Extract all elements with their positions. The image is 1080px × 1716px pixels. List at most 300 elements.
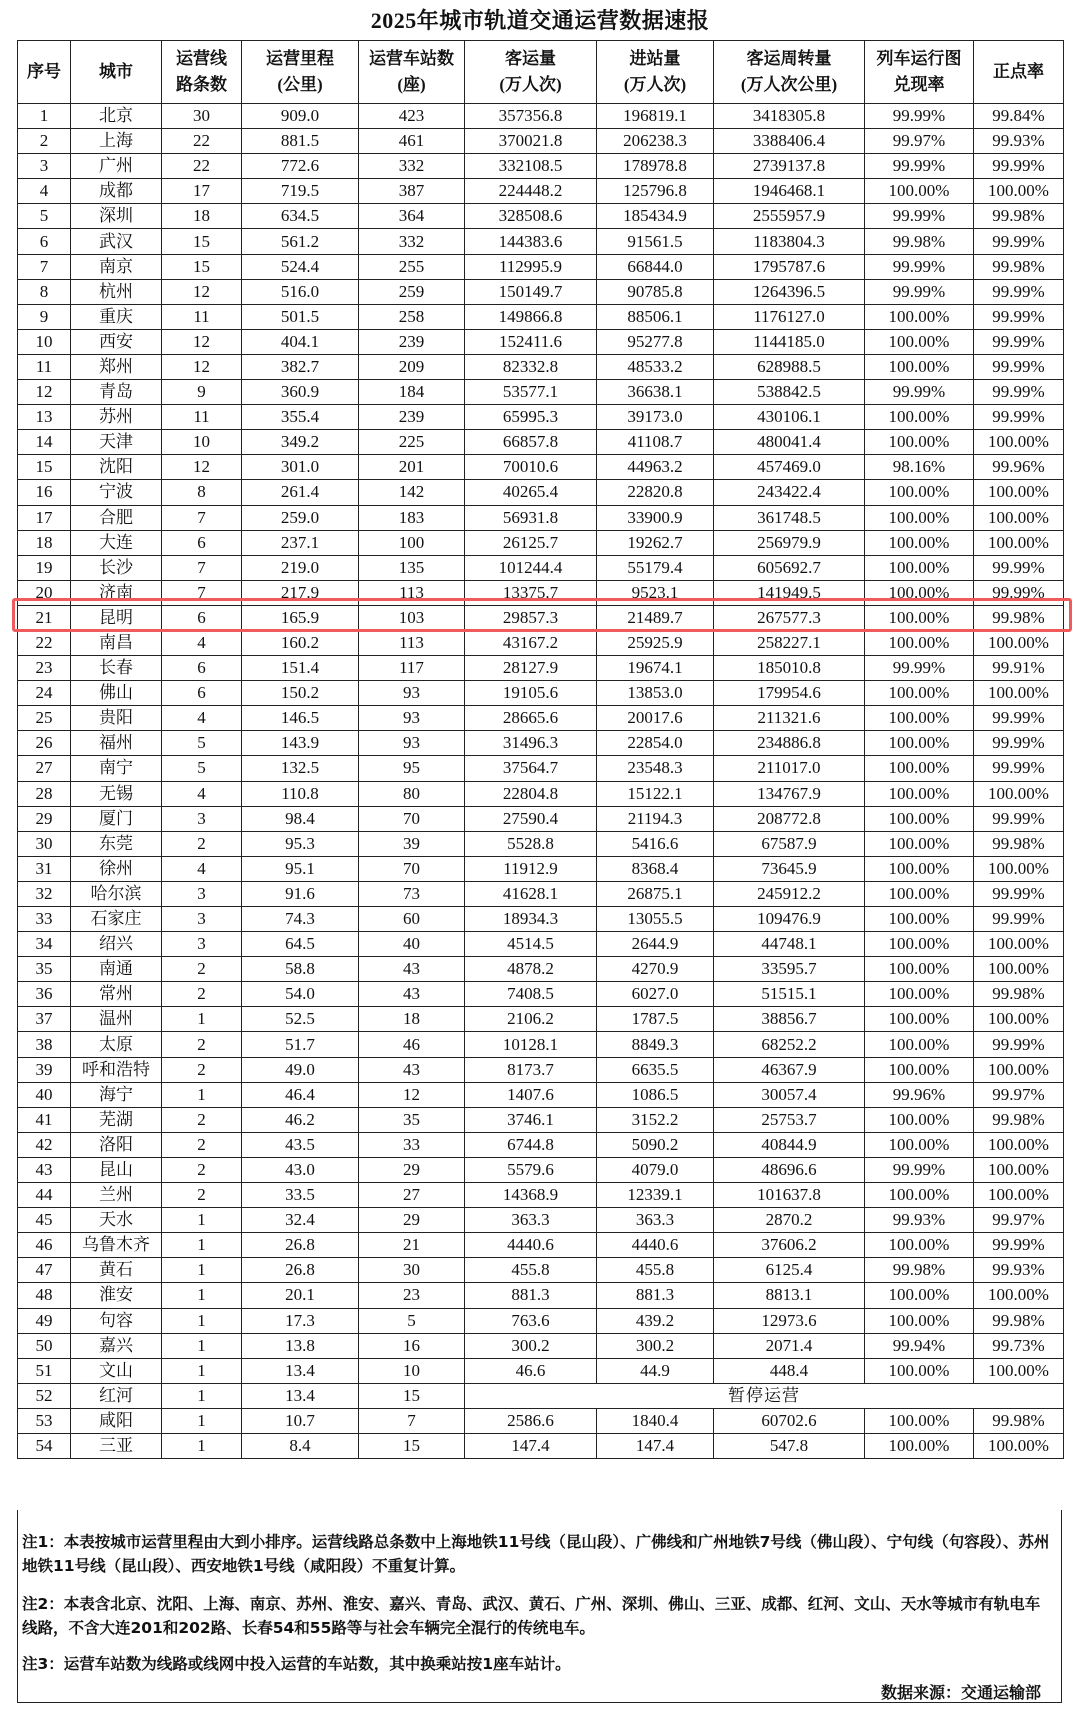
column-header bbox=[597, 41, 714, 104]
table-cell: 99.97% bbox=[974, 1082, 1064, 1107]
table-cell: 183 bbox=[359, 505, 465, 530]
table-cell: 100 bbox=[359, 530, 465, 555]
table-cell: 332 bbox=[359, 229, 465, 254]
table-cell: 17 bbox=[18, 505, 71, 530]
table-cell: 100.00% bbox=[974, 480, 1064, 505]
city-cell: 石家庄 bbox=[71, 907, 162, 932]
table-cell: 99.97% bbox=[974, 1208, 1064, 1233]
table-cell: 772.6 bbox=[242, 154, 359, 179]
table-cell: 4514.5 bbox=[465, 932, 597, 957]
table-cell: 1 bbox=[162, 1082, 242, 1107]
table-cell: 100.00% bbox=[865, 430, 974, 455]
table-cell: 22 bbox=[18, 630, 71, 655]
notes-box bbox=[17, 1510, 1062, 1703]
table-cell: 151.4 bbox=[242, 656, 359, 681]
table-cell: 185010.8 bbox=[714, 656, 865, 681]
table-cell: 99.99% bbox=[974, 380, 1064, 405]
table-cell: 37606.2 bbox=[714, 1233, 865, 1258]
table-row bbox=[18, 405, 1064, 430]
table-cell: 11 bbox=[18, 354, 71, 379]
table-cell: 1 bbox=[162, 1308, 242, 1333]
table-cell: 35 bbox=[359, 1107, 465, 1132]
table-cell: 21 bbox=[18, 605, 71, 630]
table-cell: 5 bbox=[162, 731, 242, 756]
table-cell: 28665.6 bbox=[465, 706, 597, 731]
table-cell: 5416.6 bbox=[597, 831, 714, 856]
table-cell: 1144185.0 bbox=[714, 329, 865, 354]
table-cell: 125796.8 bbox=[597, 179, 714, 204]
table-cell: 51.7 bbox=[242, 1032, 359, 1057]
table-cell: 43167.2 bbox=[465, 630, 597, 655]
table-cell: 178978.8 bbox=[597, 154, 714, 179]
table-cell: 38856.7 bbox=[714, 1007, 865, 1032]
table-cell: 30057.4 bbox=[714, 1082, 865, 1107]
table-cell: 628988.5 bbox=[714, 354, 865, 379]
city-cell: 广州 bbox=[71, 154, 162, 179]
table-cell: 99.93% bbox=[974, 1258, 1064, 1283]
table-cell: 55179.4 bbox=[597, 555, 714, 580]
table-cell: 3388406.4 bbox=[714, 129, 865, 154]
column-header-line: (座) bbox=[397, 75, 426, 94]
table-cell: 43 bbox=[18, 1157, 71, 1182]
table-cell: 99.99% bbox=[865, 254, 974, 279]
table-cell: 2 bbox=[162, 1107, 242, 1132]
table-cell: 100.00% bbox=[865, 480, 974, 505]
table-cell: 48 bbox=[18, 1283, 71, 1308]
table-cell: 100.00% bbox=[865, 1057, 974, 1082]
table-cell: 99.98% bbox=[865, 1258, 974, 1283]
city-cell: 成都 bbox=[71, 179, 162, 204]
table-row bbox=[18, 1183, 1064, 1208]
table-cell: 12 bbox=[162, 455, 242, 480]
table-cell: 4270.9 bbox=[597, 957, 714, 982]
table-cell: 18 bbox=[162, 204, 242, 229]
table-cell: 100.00% bbox=[974, 1132, 1064, 1157]
table-cell: 66844.0 bbox=[597, 254, 714, 279]
table-cell: 39 bbox=[18, 1057, 71, 1082]
table-cell: 1264396.5 bbox=[714, 279, 865, 304]
city-cell: 天津 bbox=[71, 430, 162, 455]
table-cell: 49 bbox=[18, 1308, 71, 1333]
city-cell: 常州 bbox=[71, 982, 162, 1007]
table-cell: 501.5 bbox=[242, 304, 359, 329]
table-cell: 95.1 bbox=[242, 856, 359, 881]
table-cell: 6 bbox=[18, 229, 71, 254]
table-cell: 44963.2 bbox=[597, 455, 714, 480]
table-cell: 100.00% bbox=[865, 580, 974, 605]
table-cell: 364 bbox=[359, 204, 465, 229]
table-cell: 211017.0 bbox=[714, 756, 865, 781]
table-cell: 20.1 bbox=[242, 1283, 359, 1308]
table-cell: 6 bbox=[162, 656, 242, 681]
table-cell: 99.99% bbox=[974, 279, 1064, 304]
table-cell: 2 bbox=[18, 129, 71, 154]
table-cell: 1 bbox=[162, 1233, 242, 1258]
table-cell: 100.00% bbox=[865, 1408, 974, 1433]
table-cell: 8 bbox=[18, 279, 71, 304]
table-cell: 100.00% bbox=[865, 856, 974, 881]
table-cell: 29 bbox=[359, 1157, 465, 1182]
table-cell: 11 bbox=[162, 304, 242, 329]
table-cell: 147.4 bbox=[597, 1433, 714, 1458]
table-cell: 6027.0 bbox=[597, 982, 714, 1007]
table-cell: 15 bbox=[18, 455, 71, 480]
table-cell: 26.8 bbox=[242, 1233, 359, 1258]
table-cell: 53577.1 bbox=[465, 380, 597, 405]
table-cell: 20 bbox=[18, 580, 71, 605]
table-cell: 1407.6 bbox=[465, 1082, 597, 1107]
city-cell: 温州 bbox=[71, 1007, 162, 1032]
table-cell: 237.1 bbox=[242, 530, 359, 555]
table-cell: 99.98% bbox=[974, 1308, 1064, 1333]
column-header-line: (万人次) bbox=[623, 75, 687, 94]
table-cell: 23 bbox=[359, 1283, 465, 1308]
table-cell: 5528.8 bbox=[465, 831, 597, 856]
table-cell: 44 bbox=[18, 1183, 71, 1208]
table-cell: 8 bbox=[162, 480, 242, 505]
table-cell: 32 bbox=[18, 881, 71, 906]
table-cell: 196819.1 bbox=[597, 104, 714, 129]
table-cell: 455.8 bbox=[465, 1258, 597, 1283]
table-cell: 99.91% bbox=[974, 656, 1064, 681]
table-row bbox=[18, 354, 1064, 379]
table-row bbox=[18, 1007, 1064, 1032]
city-cell: 宁波 bbox=[71, 480, 162, 505]
table-cell: 2 bbox=[162, 957, 242, 982]
table-cell: 19262.7 bbox=[597, 530, 714, 555]
table-cell: 225 bbox=[359, 430, 465, 455]
table-cell: 48696.6 bbox=[714, 1157, 865, 1182]
table-cell: 90785.8 bbox=[597, 279, 714, 304]
table-cell: 516.0 bbox=[242, 279, 359, 304]
table-cell: 4878.2 bbox=[465, 957, 597, 982]
table-cell: 100.00% bbox=[865, 781, 974, 806]
table-cell: 3 bbox=[162, 907, 242, 932]
table-cell: 45 bbox=[18, 1208, 71, 1233]
table-cell: 99.99% bbox=[865, 104, 974, 129]
city-cell: 淮安 bbox=[71, 1283, 162, 1308]
city-cell: 青岛 bbox=[71, 380, 162, 405]
table-cell: 7 bbox=[18, 254, 71, 279]
table-cell: 1 bbox=[162, 1408, 242, 1433]
column-header-line: 正点率 bbox=[993, 62, 1044, 81]
table-cell: 234886.8 bbox=[714, 731, 865, 756]
table-cell: 881.3 bbox=[465, 1283, 597, 1308]
table-cell: 39 bbox=[359, 831, 465, 856]
table-cell: 404.1 bbox=[242, 329, 359, 354]
table-cell: 31 bbox=[18, 856, 71, 881]
table-row bbox=[18, 831, 1064, 856]
table-cell: 26125.7 bbox=[465, 530, 597, 555]
table-cell: 88506.1 bbox=[597, 304, 714, 329]
table-cell: 99.99% bbox=[865, 380, 974, 405]
table-row bbox=[18, 530, 1064, 555]
table-cell: 1946468.1 bbox=[714, 179, 865, 204]
table-cell: 40265.4 bbox=[465, 480, 597, 505]
table-cell: 99.99% bbox=[974, 229, 1064, 254]
table-cell: 30 bbox=[18, 831, 71, 856]
table-cell: 5 bbox=[18, 204, 71, 229]
city-cell: 黄石 bbox=[71, 1258, 162, 1283]
table-cell: 6 bbox=[162, 530, 242, 555]
table-cell: 179954.6 bbox=[714, 681, 865, 706]
table-cell: 99.84% bbox=[974, 104, 1064, 129]
table-cell: 382.7 bbox=[242, 354, 359, 379]
table-cell: 1 bbox=[162, 1433, 242, 1458]
table-cell: 100.00% bbox=[865, 354, 974, 379]
city-cell: 洛阳 bbox=[71, 1132, 162, 1157]
city-cell: 乌鲁木齐 bbox=[71, 1233, 162, 1258]
table-cell: 100.00% bbox=[865, 881, 974, 906]
table-row bbox=[18, 1208, 1064, 1233]
table-cell: 100.00% bbox=[865, 1358, 974, 1383]
table-cell: 113 bbox=[359, 630, 465, 655]
table-row bbox=[18, 380, 1064, 405]
table-cell: 10.7 bbox=[242, 1408, 359, 1433]
table-cell: 1086.5 bbox=[597, 1082, 714, 1107]
table-cell: 99.97% bbox=[865, 129, 974, 154]
table-cell: 16 bbox=[359, 1333, 465, 1358]
table-cell: 25925.9 bbox=[597, 630, 714, 655]
table-cell: 224448.2 bbox=[465, 179, 597, 204]
table-cell: 37564.7 bbox=[465, 756, 597, 781]
table-cell: 99.93% bbox=[974, 129, 1064, 154]
table-cell: 112995.9 bbox=[465, 254, 597, 279]
table-cell: 23 bbox=[18, 656, 71, 681]
table-cell: 66857.8 bbox=[465, 430, 597, 455]
table-cell: 430106.1 bbox=[714, 405, 865, 430]
table-cell: 2 bbox=[162, 1057, 242, 1082]
table-cell: 634.5 bbox=[242, 204, 359, 229]
column-header-line: 运营车站数 bbox=[369, 49, 454, 68]
table-cell: 100.00% bbox=[865, 1007, 974, 1032]
table-cell: 99.99% bbox=[974, 1233, 1064, 1258]
table-cell: 32.4 bbox=[242, 1208, 359, 1233]
table-cell: 10 bbox=[162, 430, 242, 455]
table-cell: 98.4 bbox=[242, 806, 359, 831]
city-cell: 红河 bbox=[71, 1383, 162, 1408]
table-cell: 73645.9 bbox=[714, 856, 865, 881]
table-cell: 4 bbox=[18, 179, 71, 204]
table-cell: 7 bbox=[162, 505, 242, 530]
table-cell: 141949.5 bbox=[714, 580, 865, 605]
table-cell: 54 bbox=[18, 1433, 71, 1458]
table-cell: 258227.1 bbox=[714, 630, 865, 655]
table-cell: 100.00% bbox=[865, 1132, 974, 1157]
table-cell: 100.00% bbox=[974, 530, 1064, 555]
table-cell: 5579.6 bbox=[465, 1157, 597, 1182]
table-cell: 41 bbox=[18, 1107, 71, 1132]
table-cell: 4440.6 bbox=[465, 1233, 597, 1258]
city-cell: 郑州 bbox=[71, 354, 162, 379]
table-cell: 99.98% bbox=[974, 204, 1064, 229]
table-cell: 13375.7 bbox=[465, 580, 597, 605]
city-cell: 徐州 bbox=[71, 856, 162, 881]
table-cell: 149866.8 bbox=[465, 304, 597, 329]
table-row bbox=[18, 756, 1064, 781]
table-cell: 763.6 bbox=[465, 1308, 597, 1333]
table-cell: 25 bbox=[18, 706, 71, 731]
table-cell: 28127.9 bbox=[465, 656, 597, 681]
table-cell: 261.4 bbox=[242, 480, 359, 505]
table-cell: 11 bbox=[162, 405, 242, 430]
table-cell: 6 bbox=[162, 681, 242, 706]
table-cell: 51515.1 bbox=[714, 982, 865, 1007]
table-cell: 27 bbox=[18, 756, 71, 781]
table-cell: 14 bbox=[18, 430, 71, 455]
table-row bbox=[18, 329, 1064, 354]
table-cell: 357356.8 bbox=[465, 104, 597, 129]
table-cell: 267577.3 bbox=[714, 605, 865, 630]
table-row bbox=[18, 1283, 1064, 1308]
city-cell: 苏州 bbox=[71, 405, 162, 430]
table-cell: 99.99% bbox=[974, 405, 1064, 430]
table-cell: 12973.6 bbox=[714, 1308, 865, 1333]
table-cell: 99.99% bbox=[974, 907, 1064, 932]
table-cell: 100.00% bbox=[865, 304, 974, 329]
table-cell: 5 bbox=[162, 756, 242, 781]
table-cell: 1 bbox=[162, 1258, 242, 1283]
table-cell: 46.4 bbox=[242, 1082, 359, 1107]
table-row bbox=[18, 656, 1064, 681]
table-cell: 355.4 bbox=[242, 405, 359, 430]
table-cell: 29 bbox=[359, 1208, 465, 1233]
table-cell: 146.5 bbox=[242, 706, 359, 731]
table-row bbox=[18, 881, 1064, 906]
city-cell: 三亚 bbox=[71, 1433, 162, 1458]
metro-data-table bbox=[17, 40, 1064, 1459]
table-cell: 10128.1 bbox=[465, 1032, 597, 1057]
table-cell: 26 bbox=[18, 731, 71, 756]
table-cell: 21194.3 bbox=[597, 806, 714, 831]
table-row bbox=[18, 254, 1064, 279]
table-cell: 40 bbox=[18, 1082, 71, 1107]
table-cell: 243422.4 bbox=[714, 480, 865, 505]
table-cell: 99.99% bbox=[974, 881, 1064, 906]
table-cell: 22854.0 bbox=[597, 731, 714, 756]
city-cell: 佛山 bbox=[71, 681, 162, 706]
city-cell: 南京 bbox=[71, 254, 162, 279]
table-row bbox=[18, 480, 1064, 505]
table-cell: 100.00% bbox=[865, 806, 974, 831]
table-cell: 30 bbox=[162, 104, 242, 129]
table-cell: 259.0 bbox=[242, 505, 359, 530]
column-header bbox=[162, 41, 242, 104]
column-header-line: 运营里程 bbox=[266, 49, 334, 68]
table-cell: 27 bbox=[359, 1183, 465, 1208]
table-cell: 12 bbox=[359, 1082, 465, 1107]
table-cell: 19674.1 bbox=[597, 656, 714, 681]
table-cell: 52.5 bbox=[242, 1007, 359, 1032]
table-row bbox=[18, 279, 1064, 304]
table-cell: 100.00% bbox=[865, 1433, 974, 1458]
table-cell: 50 bbox=[18, 1333, 71, 1358]
table-cell: 70 bbox=[359, 806, 465, 831]
table-row bbox=[18, 1433, 1064, 1458]
table-cell: 99.99% bbox=[865, 656, 974, 681]
table-cell: 142 bbox=[359, 480, 465, 505]
table-cell: 7408.5 bbox=[465, 982, 597, 1007]
table-cell: 31496.3 bbox=[465, 731, 597, 756]
table-cell: 18934.3 bbox=[465, 907, 597, 932]
table-row bbox=[18, 1358, 1064, 1383]
table-cell: 99.99% bbox=[974, 555, 1064, 580]
table-cell: 150.2 bbox=[242, 681, 359, 706]
table-cell: 15122.1 bbox=[597, 781, 714, 806]
table-cell: 99.94% bbox=[865, 1333, 974, 1358]
table-cell: 258 bbox=[359, 304, 465, 329]
table-cell: 100.00% bbox=[865, 957, 974, 982]
table-row bbox=[18, 154, 1064, 179]
table-cell: 22820.8 bbox=[597, 480, 714, 505]
table-cell: 46 bbox=[18, 1233, 71, 1258]
column-header-line: 客运周转量 bbox=[746, 49, 832, 68]
table-cell: 27590.4 bbox=[465, 806, 597, 831]
table-cell: 4440.6 bbox=[597, 1233, 714, 1258]
city-cell: 句容 bbox=[71, 1308, 162, 1333]
table-cell: 5 bbox=[359, 1308, 465, 1333]
table-cell: 8173.7 bbox=[465, 1057, 597, 1082]
table-row bbox=[18, 580, 1064, 605]
table-cell: 99.99% bbox=[865, 1157, 974, 1182]
table-cell: 100.00% bbox=[865, 932, 974, 957]
table-cell: 10 bbox=[18, 329, 71, 354]
table-row bbox=[18, 957, 1064, 982]
table-cell: 547.8 bbox=[714, 1433, 865, 1458]
table-cell: 42 bbox=[18, 1132, 71, 1157]
table-header-row bbox=[18, 41, 1064, 104]
table-cell: 41628.1 bbox=[465, 881, 597, 906]
table-cell: 99.98% bbox=[974, 605, 1064, 630]
table-cell: 17.3 bbox=[242, 1308, 359, 1333]
column-header-line: 客运量 bbox=[505, 49, 556, 68]
table-cell: 91.6 bbox=[242, 881, 359, 906]
table-row bbox=[18, 1408, 1064, 1433]
table-cell: 43.0 bbox=[242, 1157, 359, 1182]
table-cell: 147.4 bbox=[465, 1433, 597, 1458]
suspended-status-cell: 暂停运营 bbox=[465, 1383, 1064, 1408]
table-cell: 33 bbox=[18, 907, 71, 932]
table-cell: 17 bbox=[162, 179, 242, 204]
table-cell: 18 bbox=[18, 530, 71, 555]
table-cell: 39173.0 bbox=[597, 405, 714, 430]
table-row bbox=[18, 505, 1064, 530]
column-header-line: 序号 bbox=[27, 62, 61, 81]
city-cell: 哈尔滨 bbox=[71, 881, 162, 906]
table-cell: 7 bbox=[162, 580, 242, 605]
table-cell: 29 bbox=[18, 806, 71, 831]
table-cell: 19105.6 bbox=[465, 681, 597, 706]
table-cell: 1 bbox=[162, 1208, 242, 1233]
table-cell: 524.4 bbox=[242, 254, 359, 279]
table-cell: 13 bbox=[18, 405, 71, 430]
table-cell: 35 bbox=[18, 957, 71, 982]
table-row bbox=[18, 1258, 1064, 1283]
table-row bbox=[18, 1157, 1064, 1182]
table-cell: 480041.4 bbox=[714, 430, 865, 455]
table-cell: 100.00% bbox=[974, 957, 1064, 982]
table-cell: 457469.0 bbox=[714, 455, 865, 480]
table-cell: 95277.8 bbox=[597, 329, 714, 354]
table-cell: 2106.2 bbox=[465, 1007, 597, 1032]
city-cell: 南通 bbox=[71, 957, 162, 982]
table-cell: 95.3 bbox=[242, 831, 359, 856]
table-cell: 1 bbox=[162, 1333, 242, 1358]
table-row bbox=[18, 304, 1064, 329]
table-cell: 117 bbox=[359, 656, 465, 681]
table-cell: 10 bbox=[359, 1358, 465, 1383]
table-cell: 208772.8 bbox=[714, 806, 865, 831]
